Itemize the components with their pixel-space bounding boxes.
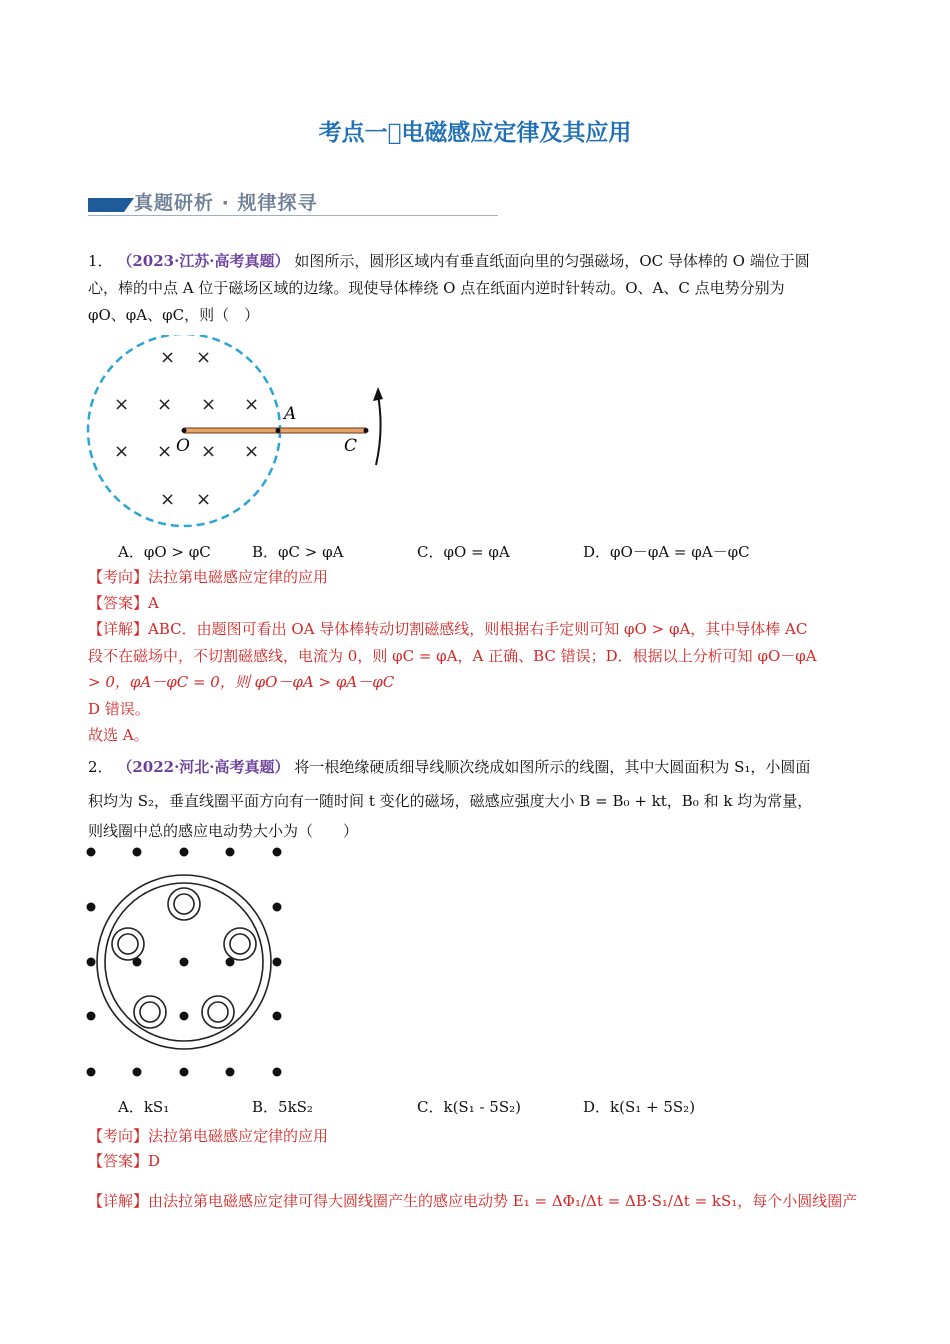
dot-mark — [87, 1012, 96, 1021]
q1-option-a[interactable]: A．φO > φC — [118, 543, 211, 561]
point-o — [182, 428, 187, 433]
small-coil-inner — [208, 1002, 228, 1022]
dot-mark — [87, 903, 96, 912]
cross-mark: × — [196, 489, 212, 510]
point-a — [276, 428, 281, 433]
cross-mark: × — [160, 489, 176, 510]
dot-mark — [180, 848, 189, 857]
section-header — [88, 186, 498, 218]
q2-figure — [80, 840, 300, 1085]
q2-option-d[interactable]: D．k(S₁ + 5S₂) — [583, 1098, 696, 1116]
conductor-rod — [184, 428, 366, 433]
q2-option-a[interactable]: A．kS₁ — [118, 1098, 170, 1116]
q1-option-c[interactable]: C．φO = φA — [417, 543, 510, 561]
label-a: A — [284, 404, 297, 424]
q1-number: 1． — [88, 252, 113, 270]
small-coil-inner — [174, 894, 194, 914]
dot-mark — [273, 848, 282, 857]
page-title: 考点一 电磁感应定律及其应用 — [318, 120, 632, 146]
q1-detail-2: 段不在磁场中，不切割磁感线，电流为 0，则 φC = φA，A 正确、BC 错误；D．根据以上分析可知 φO－φA — [88, 647, 817, 665]
q2-line1 — [88, 754, 878, 781]
q1-figure — [84, 335, 404, 535]
q1-line3: φO、φA、φC，则（ ） — [88, 306, 260, 324]
q1-detail-3: > 0，φA－φC = 0，则 φO－φA > φA－φC — [88, 673, 395, 691]
q1-answer: 【答案】A — [88, 594, 159, 612]
rotation-arrowhead — [373, 387, 383, 401]
small-coil — [168, 888, 200, 920]
section-bar — [88, 198, 124, 212]
section-title: 真题研析 · 规律探寻 — [134, 192, 318, 214]
q1-line1 — [88, 248, 868, 275]
q1-detail-4: D 错误。 — [88, 700, 150, 718]
label-c: C — [344, 436, 358, 456]
cross-mark: × — [201, 394, 217, 415]
dot-mark — [180, 1068, 189, 1077]
q1-line1-text: 如图所示，圆形区域内有垂直纸面向里的匀强磁场，OC 导体棒的 O 端位于圆 — [294, 252, 810, 270]
q2-line3: 则线圈中总的感应电动势大小为（ ） — [88, 822, 359, 840]
small-coil — [134, 996, 166, 1028]
cross-mark: × — [157, 441, 173, 462]
small-coil — [224, 928, 256, 960]
q1-detail-5: 故选 A。 — [88, 726, 149, 744]
small-coil-inner — [230, 934, 250, 954]
cross-mark: × — [244, 394, 260, 415]
field-dots — [87, 848, 282, 1077]
dot-mark — [87, 1068, 96, 1077]
point-c — [364, 428, 369, 433]
cross-mark: × — [160, 347, 176, 368]
q2-option-c[interactable]: C．k(S₁ - 5S₂) — [417, 1098, 521, 1116]
q1-detail-1: 【详解】ABC．由题图可看出 OA 导体棒转动切割磁感线，则根据右手定则可知 φO > φA，其中导体棒 AC — [88, 620, 808, 638]
cross-mark: × — [201, 441, 217, 462]
q1-option-b[interactable]: B．φC > φA — [252, 543, 344, 561]
cross-mark: × — [157, 394, 173, 415]
small-coil-inner — [140, 1002, 160, 1022]
cross-mark: × — [196, 347, 212, 368]
small-coil — [202, 996, 234, 1028]
dot-mark — [273, 903, 282, 912]
q2-detail-1: 【详解】由法拉第电磁感应定律可得大圆线圈产生的感应电动势 E₁ = ΔΦ₁/Δt = ΔB·S₁/Δt = kS₁，每个小圆线圈产 — [88, 1192, 858, 1210]
dot-mark — [180, 1012, 189, 1021]
q1-kaoxiang: 【考向】法拉第电磁感应定律的应用 — [88, 568, 329, 586]
dot-mark — [226, 1068, 235, 1077]
dot-mark — [226, 848, 235, 857]
dot-mark — [133, 848, 142, 857]
dot-mark — [273, 1068, 282, 1077]
dot-mark — [133, 1068, 142, 1077]
cross-mark: × — [244, 441, 260, 462]
cross-mark: × — [114, 394, 130, 415]
dot-mark — [273, 958, 282, 967]
q2-line1-text: 将一根绝缘硬质细导线顺次绕成如图所示的线圈，其中大圆面积为 S₁，小圆面 — [294, 758, 811, 776]
dot-mark — [87, 848, 96, 857]
dot-mark — [180, 958, 189, 967]
label-o: O — [176, 436, 190, 456]
q2-option-b[interactable]: B．5kS₂ — [252, 1098, 313, 1116]
dot-mark — [273, 1012, 282, 1021]
small-coil — [112, 928, 144, 960]
q1-option-d[interactable]: D．φO－φA = φA－φC — [583, 543, 750, 561]
cross-mark: × — [114, 441, 130, 462]
q2-source: （2022·河北·高考真题） — [117, 758, 290, 776]
section-triangle — [124, 198, 134, 212]
q2-answer: 【答案】D — [88, 1152, 161, 1170]
small-coil-inner — [118, 934, 138, 954]
q1-source: （2023·江苏·高考真题） — [117, 252, 290, 270]
rotation-arrow — [376, 395, 381, 465]
section-underline — [88, 215, 498, 216]
q2-line2: 积均为 S₂，垂直线圈平面方向有一随时间 t 变化的磁场，磁感应强度大小 B = B₀ + kt，B₀ 和 k 均为常量， — [88, 792, 813, 810]
q2-number: 2． — [88, 758, 113, 776]
dot-mark — [87, 958, 96, 967]
q2-kaoxiang: 【考向】法拉第电磁感应定律的应用 — [88, 1127, 329, 1145]
q1-line2: 心，棒的中点 A 位于磁场区域的边缘。现使导体棒绕 O 点在纸面内逆时针转动。O、A、C 点电势分别为 — [88, 279, 785, 297]
